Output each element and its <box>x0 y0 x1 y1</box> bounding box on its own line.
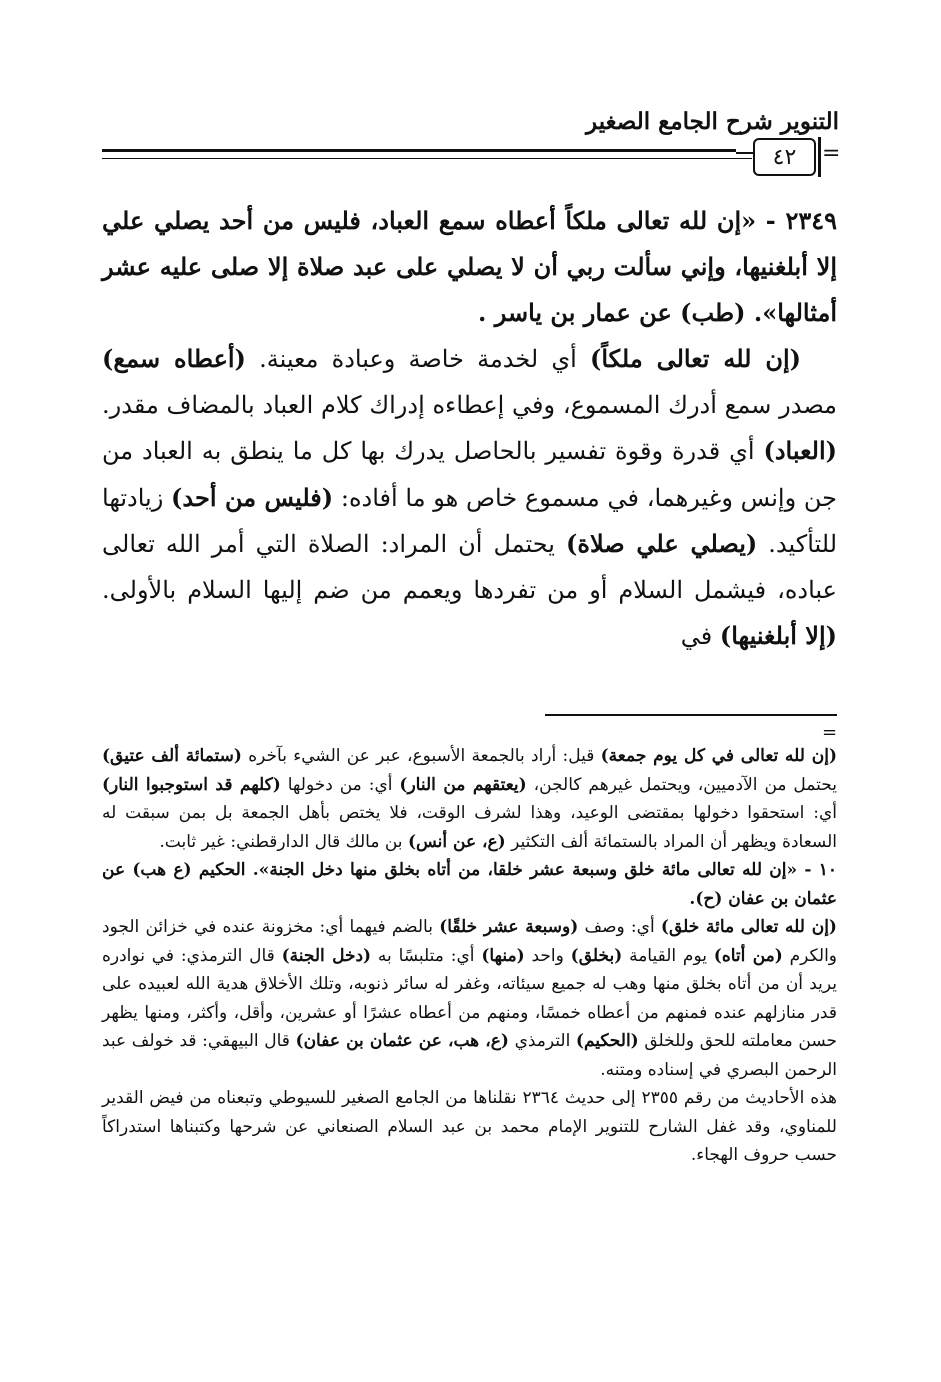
footnote-bold-phrase: (ع، هب، عن عثمان بن عفان) <box>295 1031 509 1051</box>
footnote-separator <box>545 714 837 716</box>
header-rule-thin <box>102 158 752 159</box>
hadith-text: «إن لله تعالى ملكاً أعطاه سمع العباد، فليس من أحد يصلي علي إلا أبلغنيها، وإني سألت ربي أن لا يصلي على عبد صلاة إلا صلى عليه عشر أمثالها». <box>102 206 837 328</box>
footnote-text: أي: من دخولها <box>280 774 400 795</box>
commentary-phrase: (إلا أبلغنيها) <box>719 620 837 650</box>
commentary-phrase: (فليس من أحد) <box>171 482 334 512</box>
footnote-text: بن مالك قال الدارقطني: غير ثابت. <box>159 831 408 852</box>
footnote-bold-phrase: ١٠ - «إن لله تعالى مائة خلق وسبعة عشر خلقا، من أتاه بخلق منها دخل الجنة». الحكيم (ع هب) عن عثمان بن عفان (ح). <box>102 860 837 909</box>
footnote-bold-phrase: (إن لله تعالى مائة خلق) <box>660 917 837 937</box>
footnote-bold-phrase: (من أتاه) <box>713 945 783 966</box>
hadith-number: ٢٣٤٩ <box>785 206 837 235</box>
footnotes <box>102 742 837 1170</box>
commentary-phrase: (العباد) <box>763 436 837 466</box>
footnote-bold-phrase: (بخلق) <box>570 945 623 966</box>
header-rule-connector <box>736 152 753 154</box>
footnote-paragraph <box>102 1084 837 1170</box>
commentary-text: أي لخدمة خاصة وعبادة معينة. <box>245 345 590 374</box>
page-number-box <box>753 138 816 176</box>
footnote-bold-phrase: (منها) <box>481 945 525 966</box>
running-title: التنوير شرح الجامع الصغير <box>586 108 839 135</box>
commentary-text: مصدر سمع أدرك المسموع، وفي إعطاءه إدراك كلام العباد بالمضاف مقدر. <box>102 391 837 420</box>
commentary-phrase: (يصلي علي صلاة) <box>566 528 758 558</box>
footnote-bold-phrase: (كلهم قد استوجبوا النار) <box>102 774 281 795</box>
footnote-bold-phrase: (ستمائة ألف عتيق) <box>102 746 242 766</box>
main-text <box>102 198 837 659</box>
commentary-text: يحتمل أن المراد: الصلاة التي أمر الله تعالى عباده، فيشمل السلام أو من تفردها ويعمم من ضم إليها السلام بالأولى. <box>102 529 837 604</box>
footnote-text: قال البيهقي: قد خولف عبد الرحمن البصري في إسناده ومتنه. <box>102 1031 837 1080</box>
footnote-paragraph <box>102 742 837 856</box>
footnote-bold-phrase: (وسبعة عشر خلقًا) <box>439 917 579 937</box>
page-number: ٤٢ <box>772 144 797 170</box>
footnote-bold-phrase: (دخل الجنة) <box>281 945 372 966</box>
hadith-dash: - <box>756 206 786 235</box>
footnote-bold-phrase: (يعتقهم من النار) <box>399 774 527 795</box>
continuation-mark: = <box>822 141 841 166</box>
commentary-paragraph <box>102 336 837 659</box>
footnote-text: أي: وصف <box>578 917 661 937</box>
commentary-phrase: (إن لله تعالى ملكاً) <box>589 344 801 374</box>
footnote-text: الترمذي <box>508 1031 576 1051</box>
footnote-bold-phrase: (ع، عن أنس) <box>407 831 506 852</box>
footnote-text: واحد <box>524 945 571 966</box>
footnote-text: قيل: أراد بالجمعة الأسبوع، عبر عن الشيء بآخره <box>241 746 601 766</box>
commentary-text: أي قدرة وقوة تفسير بالحاصل يدرك بها كل ما ينطق به العباد من جن وإنس وغيرهما، في مسموع خاص هو ما أفاده: <box>102 437 837 512</box>
footnote-text: هذه الأحاديث من رقم ٢٣٥٥ إلى حديث ٢٣٦٤ نقلناها من الجامع الصغير للسيوطي وتبعناه من فيض القدير للمناوي، وقد غفل الشارح للتنوير الإمام محمد بن عبد السلام الصنعاني عن شرحها وكتبناها استدراكاً حسب حروف الهجاء. <box>102 1088 838 1165</box>
commentary-text: زيادتها للتأكيد. <box>102 483 838 558</box>
footnote-text: قال الترمذي: في نوادره يريد أن من أتاه بخلق منها وهب له جميع سيئاته، وغفر له سائر ذنوبه، وتلك الأخلاق هدية الله لعبيده على قدر منازلهم عنده فمنهم من أعطاه خمسًا، ومنهم من أعطاه عشرًا أو عشرين، وأقل، وأكثر، ومنها يظهر حسن معاملته للحق وللخلق <box>102 945 837 1051</box>
commentary-text: في <box>680 621 720 650</box>
footnote-text: يوم القيامة <box>622 945 714 966</box>
footnote-text: بالضم فيهما أي: مخزونة عنده في خزائن الجود والكرم <box>102 917 838 966</box>
footnote-bold-phrase: (إن لله تعالى في كل يوم جمعة) <box>600 746 838 766</box>
footnote-text: أي: متلبسًا به <box>371 945 482 966</box>
footnote-text: يحتمل من الآدميين، ويحتمل غيرهم كالجن، <box>526 774 837 795</box>
commentary-phrase: (أعطاه سمع) <box>102 344 246 374</box>
page-number-bar <box>818 137 821 177</box>
hadith-paragraph <box>102 198 837 336</box>
footnote-bold-phrase: (الحكيم) <box>575 1031 639 1051</box>
hadith-source: (طب) عن عمار بن ياسر . <box>478 298 754 328</box>
header-rule-thick <box>102 149 736 152</box>
footnote-text: أي: استحقوا دخولها بمقتضى الوعيد، وهذا لشرف الوقت، فلا يختص بأهل الجمعة بل بمن سبقت له السعادة ويظهر أن المراد بالستمائة ألف التكثير <box>102 803 837 852</box>
footnote-paragraph <box>102 913 837 1084</box>
footnote-paragraph <box>102 856 837 913</box>
footnote-continuation-mark: = <box>822 722 838 743</box>
